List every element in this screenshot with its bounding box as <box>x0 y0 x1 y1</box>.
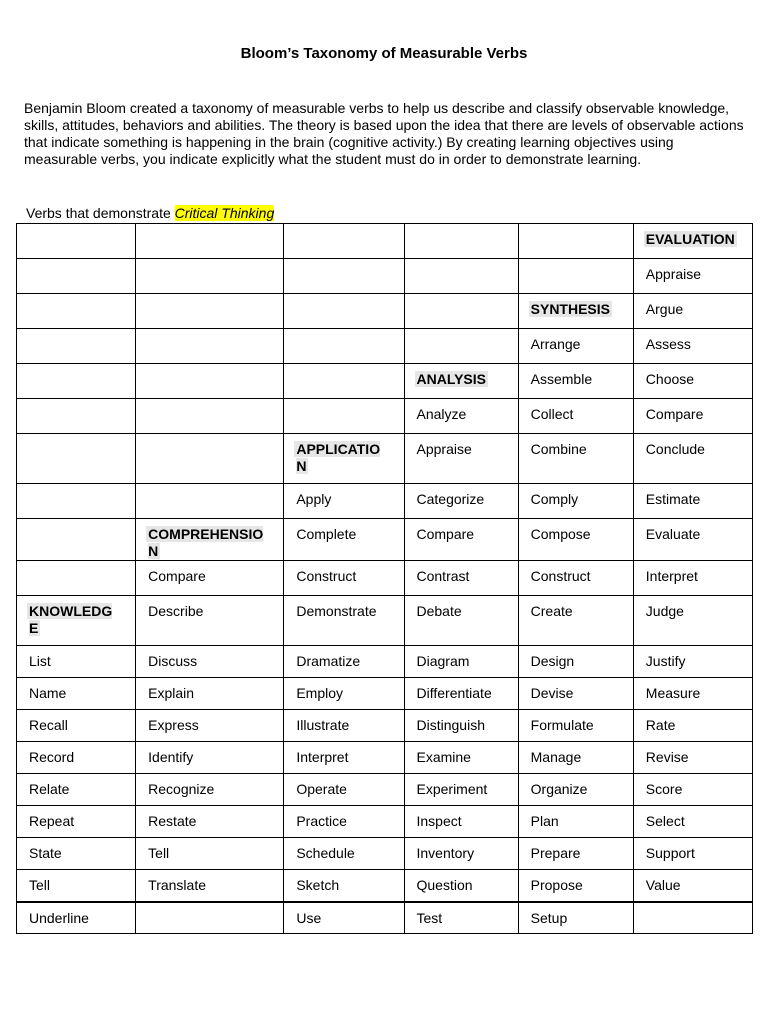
verb-text: Rate <box>645 717 676 733</box>
table-cell <box>633 710 752 742</box>
intro-paragraph: Benjamin Bloom created a taxonomy of measurable verbs to help us describe and classify observable knowledge, skills, attitudes, behaviors and abilities. The theory is based upon the idea that there are levels of observable actions that indicate something is happening in the brain (cognitive activity.) By creating learning objectives using measurable verbs, you indicate explicitly what the student must do in order to demonstrate learning. <box>24 100 744 167</box>
table-cell <box>136 561 284 596</box>
table-cell <box>284 294 404 329</box>
verb-text: Compose <box>530 526 591 542</box>
verb-text: Employ <box>296 685 344 701</box>
table-cell <box>518 646 633 678</box>
level-heading: EVALUATION <box>645 231 735 247</box>
table-cell <box>404 742 518 774</box>
verb-text: Conclude <box>645 441 705 457</box>
table-row <box>17 710 753 742</box>
table-cell <box>17 294 136 329</box>
verb-text: Tell <box>29 877 51 893</box>
verb-text: Value <box>645 877 681 893</box>
verb-text: Inspect <box>416 813 462 829</box>
verb-text: Compare <box>645 406 704 422</box>
table-row <box>17 224 753 259</box>
verb-text: Measure <box>645 685 701 701</box>
table-cell <box>633 399 752 434</box>
table-cell <box>284 806 404 838</box>
level-heading: KNOWLEDGE <box>29 603 113 636</box>
table-cell <box>518 329 633 364</box>
verb-text: Practice <box>296 813 347 829</box>
table-cell <box>17 519 136 561</box>
table-cell <box>518 224 633 259</box>
table-cell <box>284 596 404 646</box>
table-row <box>17 774 753 806</box>
table-cell <box>17 678 136 710</box>
table-cell <box>633 364 752 399</box>
verb-text: Relate <box>29 781 70 797</box>
table-cell <box>518 870 633 902</box>
verb-text: Interpret <box>296 749 349 765</box>
table-cell <box>17 806 136 838</box>
table-cell <box>136 806 284 838</box>
table-cell <box>633 294 752 329</box>
table-row <box>17 838 753 870</box>
table-cell <box>633 224 752 259</box>
verb-text: Arrange <box>530 336 581 352</box>
table-cell <box>284 902 404 934</box>
verb-text: Construct <box>530 568 591 584</box>
table-cell <box>633 329 752 364</box>
table-cell <box>136 399 284 434</box>
verb-text: Support <box>645 845 695 861</box>
table-cell <box>404 329 518 364</box>
table-cell <box>136 902 284 934</box>
table-cell <box>404 259 518 294</box>
table-cell <box>284 224 404 259</box>
table-cell <box>404 364 518 399</box>
table-cell <box>518 294 633 329</box>
verb-text: Compare <box>148 568 206 584</box>
verb-text: Comply <box>530 491 579 507</box>
table-cell <box>284 434 404 484</box>
table-row <box>17 364 753 399</box>
table-cell <box>136 519 284 561</box>
verb-text: Complete <box>296 526 357 542</box>
table-cell <box>136 710 284 742</box>
verb-text: Argue <box>645 301 684 317</box>
verb-text: Distinguish <box>416 717 485 733</box>
verb-text: Express <box>148 717 199 733</box>
verb-text: Evaluate <box>645 526 701 542</box>
verb-text: Question <box>416 877 473 893</box>
table-cell <box>17 259 136 294</box>
verb-text: Revise <box>645 749 689 765</box>
table-cell <box>284 678 404 710</box>
verb-text: Record <box>29 749 75 765</box>
table-cell <box>136 774 284 806</box>
verb-text: Repeat <box>29 813 75 829</box>
verb-text: Analyze <box>416 406 467 422</box>
table-cell <box>404 646 518 678</box>
table-cell <box>518 484 633 519</box>
table-cell <box>633 902 752 934</box>
table-cell <box>136 646 284 678</box>
verb-text: Assemble <box>530 371 593 387</box>
verb-text: Examine <box>416 749 471 765</box>
verb-text: Compare <box>416 526 475 542</box>
verb-text: Justify <box>645 653 686 669</box>
table-cell <box>518 774 633 806</box>
table-cell <box>518 742 633 774</box>
table-cell <box>17 329 136 364</box>
verb-text: Recognize <box>148 781 215 797</box>
verb-text: Restate <box>148 813 197 829</box>
table-cell <box>17 710 136 742</box>
table-cell <box>518 806 633 838</box>
table-cell <box>518 434 633 484</box>
table-cell <box>136 870 284 902</box>
table-cell <box>284 870 404 902</box>
table-cell <box>404 806 518 838</box>
table-cell <box>633 596 752 646</box>
table-cell <box>136 329 284 364</box>
table-cell <box>518 561 633 596</box>
verb-text: Recall <box>29 717 68 733</box>
verb-text: Interpret <box>645 568 698 584</box>
document-title: Bloom’s Taxonomy of Measurable Verbs <box>240 45 528 62</box>
verb-text: Organize <box>530 781 588 797</box>
verb-text: List <box>29 653 51 669</box>
table-cell <box>633 646 752 678</box>
table-cell <box>633 806 752 838</box>
table-cell <box>136 678 284 710</box>
table-cell <box>404 434 518 484</box>
table-cell <box>17 596 136 646</box>
table-cell <box>284 710 404 742</box>
verb-text: Schedule <box>296 845 355 861</box>
verb-text: Differentiate <box>416 685 492 701</box>
verb-text: Propose <box>530 877 583 893</box>
verb-text: Collect <box>530 406 574 422</box>
verb-text: Design <box>530 653 575 669</box>
table-row <box>17 399 753 434</box>
verb-text: Dramatize <box>296 653 361 669</box>
table-cell <box>518 399 633 434</box>
table-cell <box>518 838 633 870</box>
verb-text: Appraise <box>645 266 702 282</box>
table-cell <box>404 399 518 434</box>
table-cell <box>284 519 404 561</box>
table-cell <box>17 434 136 484</box>
table-row <box>17 742 753 774</box>
table-row <box>17 294 753 329</box>
table-cell <box>17 399 136 434</box>
level-heading: COMPREHENSION <box>148 526 264 559</box>
caption-prefix: Verbs that demonstrate <box>26 205 175 221</box>
verbs-table <box>16 223 753 934</box>
table-cell <box>518 710 633 742</box>
table-row <box>17 484 753 519</box>
table-row <box>17 902 753 934</box>
verb-text: Estimate <box>645 491 701 507</box>
table-cell <box>17 774 136 806</box>
table-cell <box>404 710 518 742</box>
table-cell <box>404 596 518 646</box>
table-cell <box>17 902 136 934</box>
table-row <box>17 806 753 838</box>
table-cell <box>136 434 284 484</box>
verb-text: Operate <box>296 781 347 797</box>
verb-text: Select <box>645 813 685 829</box>
level-heading: ANALYSIS <box>416 371 487 387</box>
table-cell <box>284 259 404 294</box>
table-cell <box>284 399 404 434</box>
table-cell <box>518 678 633 710</box>
caption-highlight: Critical Thinking <box>174 205 275 221</box>
table-cell <box>284 774 404 806</box>
verb-text: Explain <box>148 685 195 701</box>
verbs-table-body <box>17 224 753 934</box>
table-cell <box>284 742 404 774</box>
table-row <box>17 329 753 364</box>
table-cell <box>518 364 633 399</box>
table-cell <box>284 329 404 364</box>
table-cell <box>284 484 404 519</box>
table-cell <box>17 646 136 678</box>
table-cell <box>136 742 284 774</box>
verb-text: Tell <box>148 845 170 861</box>
table-row <box>17 561 753 596</box>
table-cell <box>17 484 136 519</box>
verb-text: Experiment <box>416 781 488 797</box>
verb-text: Construct <box>296 568 357 584</box>
verb-text: Manage <box>530 749 582 765</box>
verb-text: Translate <box>148 877 206 893</box>
table-cell <box>404 561 518 596</box>
table-cell <box>404 902 518 934</box>
table-cell <box>404 838 518 870</box>
table-cell <box>404 870 518 902</box>
verb-text: Discuss <box>148 653 198 669</box>
verb-text: Categorize <box>416 491 485 507</box>
table-cell <box>17 838 136 870</box>
verb-text: Test <box>416 909 443 926</box>
verb-text: Setup <box>530 909 568 926</box>
verb-text: Formulate <box>530 717 594 733</box>
verb-text: Combine <box>530 441 587 457</box>
level-heading: SYNTHESIS <box>530 301 610 317</box>
table-cell <box>633 561 752 596</box>
table-cell <box>17 224 136 259</box>
level-heading: APPLICATION <box>296 441 381 474</box>
table-row <box>17 519 753 561</box>
table-cell <box>136 484 284 519</box>
table-cell <box>284 646 404 678</box>
table-cell <box>633 678 752 710</box>
table-cell <box>17 742 136 774</box>
verb-text: Judge <box>645 603 684 619</box>
table-cell <box>404 519 518 561</box>
verb-text: Inventory <box>416 845 475 861</box>
table-cell <box>518 902 633 934</box>
verb-text: Identify <box>148 749 194 765</box>
table-cell <box>136 294 284 329</box>
verb-text: Choose <box>645 371 695 387</box>
table-cell <box>136 224 284 259</box>
verb-text: Contrast <box>416 568 470 584</box>
table-cell <box>136 596 284 646</box>
table-row <box>17 434 753 484</box>
table-cell <box>404 224 518 259</box>
verb-text: Diagram <box>416 653 470 669</box>
verb-text: Score <box>645 781 683 797</box>
verb-text: State <box>29 845 62 861</box>
table-cell <box>633 870 752 902</box>
table-row <box>17 678 753 710</box>
table-row <box>17 259 753 294</box>
table-cell <box>633 838 752 870</box>
table-cell <box>518 519 633 561</box>
table-cell <box>633 484 752 519</box>
table-caption <box>26 205 274 221</box>
table-cell <box>136 838 284 870</box>
verb-text: Appraise <box>416 441 472 457</box>
table-cell <box>633 519 752 561</box>
table-cell <box>633 259 752 294</box>
verb-text: Prepare <box>530 845 581 861</box>
table-cell <box>404 294 518 329</box>
table-cell <box>518 259 633 294</box>
verb-text: Describe <box>148 603 204 619</box>
verb-text: Plan <box>530 813 559 829</box>
table-row <box>17 646 753 678</box>
table-cell <box>518 596 633 646</box>
verb-text: Debate <box>416 603 462 619</box>
table-cell <box>17 561 136 596</box>
verb-text: Demonstrate <box>296 603 377 619</box>
verb-text: Apply <box>296 491 332 507</box>
table-cell <box>404 484 518 519</box>
verb-text: Underline <box>29 909 89 926</box>
table-cell <box>633 434 752 484</box>
verb-text: Create <box>530 603 573 619</box>
table-cell <box>284 561 404 596</box>
verb-text: Use <box>296 909 322 926</box>
table-cell <box>284 838 404 870</box>
verb-text: Devise <box>530 685 574 701</box>
table-cell <box>17 364 136 399</box>
table-cell <box>633 742 752 774</box>
verb-text: Illustrate <box>296 717 350 733</box>
table-row <box>17 596 753 646</box>
verb-text: Name <box>29 685 67 701</box>
verb-text: Sketch <box>296 877 340 893</box>
table-cell <box>17 870 136 902</box>
table-cell <box>633 774 752 806</box>
table-cell <box>284 364 404 399</box>
table-cell <box>136 259 284 294</box>
verb-text: Assess <box>645 336 691 352</box>
table-cell <box>404 678 518 710</box>
table-row <box>17 870 753 902</box>
table-cell <box>136 364 284 399</box>
table-cell <box>404 774 518 806</box>
